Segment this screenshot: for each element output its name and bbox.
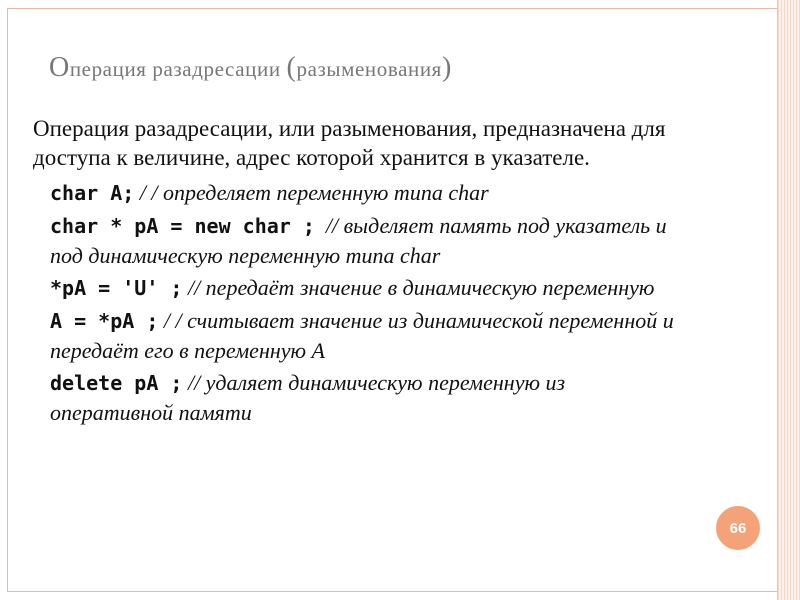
code-statement: char * pA = new char ; (50, 214, 315, 238)
page-number: 66 (729, 519, 747, 537)
title-paren-close: ) (441, 52, 452, 83)
decorative-side-strip (777, 0, 800, 600)
page-number-badge (716, 506, 760, 550)
title-first-letter: О (49, 52, 70, 83)
code-spacer (315, 213, 326, 238)
slide-body (33, 114, 693, 430)
code-item-read-value (50, 306, 693, 365)
code-item-delete (50, 368, 693, 427)
code-item-char-declaration (50, 178, 693, 208)
code-item-assign-value (50, 273, 693, 303)
title-paren-open: ( (286, 52, 297, 83)
code-comment: // передаёт значение в динамическую переменную (187, 275, 655, 300)
code-comment: / / считывает значение из динамической переменной и передаёт его в переменную А (50, 308, 674, 363)
code-comment: / / определяет переменную типа char (139, 180, 489, 205)
slide-title (49, 52, 452, 84)
title-word-2: разыменования (296, 57, 442, 81)
code-item-new-char (50, 211, 693, 270)
code-statement: *pA = 'U' ; (50, 276, 183, 300)
code-statement: delete pA ; (50, 371, 183, 395)
title-word-1: перация разадресации (69, 57, 287, 81)
intro-paragraph: Операция разадресации, или разыменования, предназначена для доступа к величине, адрес которой хранится в указателе. (33, 116, 666, 170)
code-statement: char A; (50, 181, 135, 205)
code-comment: // удаляет динамическую переменную из оперативной памяти (50, 370, 566, 425)
code-statement: A = *pA ; (50, 309, 159, 333)
code-comment: // выделяет память под указатель и под динамическую переменную типа char (50, 213, 667, 268)
